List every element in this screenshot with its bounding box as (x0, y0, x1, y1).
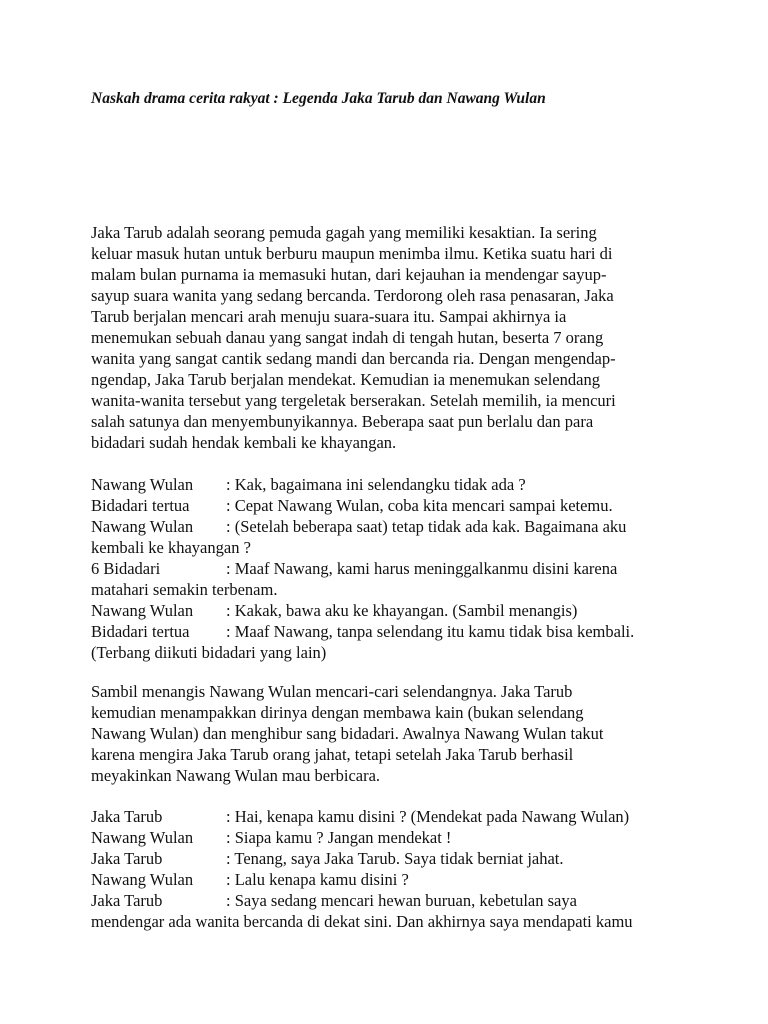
dialog-line (91, 558, 681, 579)
document-title: Naskah drama cerita rakyat : Legenda Jaka Tarub dan Nawang Wulan (91, 90, 546, 107)
paragraph-line: Nawang Wulan) dan menghibur sang bidadari. Awalnya Nawang Wulan takut (91, 724, 604, 743)
dialog-block-2 (91, 806, 681, 932)
paragraph-line: Sambil menangis Nawang Wulan mencari-cari selendangnya. Jaka Tarub (91, 682, 573, 701)
dialog-text: : Kak, bagaimana ini selendangku tidak ada ? (226, 475, 526, 494)
narrative-paragraph-1 (91, 222, 681, 453)
dialog-text: : Cepat Nawang Wulan, coba kita mencari sampai ketemu. (226, 496, 613, 515)
paragraph-line: bidadari sudah hendak kembali ke khayangan. (91, 433, 397, 452)
paragraph-line: meyakinkan Nawang Wulan mau berbicara. (91, 766, 381, 785)
dialog-text: : Siapa kamu ? Jangan mendekat ! (226, 828, 452, 847)
speaker-name: Nawang Wulan (91, 517, 194, 536)
paragraph-line: Tarub berjalan mencari arah menuju suara-suara itu. Sampai akhirnya ia (91, 307, 567, 326)
speaker-name: Jaka Tarub (91, 891, 163, 910)
dialog-line (91, 600, 681, 621)
paragraph-line: keluar masuk hutan untuk berburu maupun menimba ilmu. Ketika suatu hari di (91, 244, 613, 263)
paragraph-line: Jaka Tarub adalah seorang pemuda gagah yang memiliki kesaktian. Ia sering (91, 223, 597, 242)
speaker-name: Jaka Tarub (91, 849, 163, 868)
paragraph-line: menemukan sebuah danau yang sangat indah di tengah hutan, beserta 7 orang (91, 328, 604, 347)
dialog-line (91, 869, 681, 890)
dialog-text: : (Setelah beberapa saat) tetap tidak ada kak. Bagaimana aku (226, 517, 627, 536)
paragraph-line: sayup suara wanita yang sedang bercanda. Terdorong oleh rasa penasaran, Jaka (91, 286, 614, 305)
speaker-name: Nawang Wulan (91, 475, 194, 494)
speaker-name: Bidadari tertua (91, 496, 190, 515)
dialog-line (91, 474, 681, 495)
paragraph-line: karena mengira Jaka Tarub orang jahat, tetapi setelah Jaka Tarub berhasil (91, 745, 574, 764)
dialog-text: : Maaf Nawang, tanpa selendang itu kamu tidak bisa kembali. (226, 622, 635, 641)
dialog-line (91, 848, 681, 869)
dialog-line (91, 495, 681, 516)
dialog-continuation: (Terbang diikuti bidadari yang lain) (91, 643, 327, 662)
dialog-text: : Tenang, saya Jaka Tarub. Saya tidak berniat jahat. (226, 849, 564, 868)
dialog-text: : Hai, kenapa kamu disini ? (Mendekat pada Nawang Wulan) (226, 807, 630, 826)
dialog-line (91, 621, 681, 642)
speaker-name: Bidadari tertua (91, 622, 190, 641)
paragraph-line: salah satunya dan menyembunyikannya. Beberapa saat pun berlalu dan para (91, 412, 594, 431)
dialog-continuation: kembali ke khayangan ? (91, 538, 251, 557)
dialog-continuation: matahari semakin terbenam. (91, 580, 278, 599)
speaker-name: 6 Bidadari (91, 559, 161, 578)
paragraph-line: malam bulan purnama ia memasuki hutan, dari kejauhan ia mendengar sayup- (91, 265, 607, 284)
paragraph-line: wanita-wanita tersebut yang tergeletak berserakan. Setelah memilih, ia mencuri (91, 391, 616, 410)
paragraph-line: wanita yang sangat cantik sedang mandi dan bercanda ria. Dengan mengendap- (91, 349, 616, 368)
dialog-line (91, 806, 681, 827)
speaker-name: Nawang Wulan (91, 601, 194, 620)
dialog-block-1 (91, 474, 681, 663)
paragraph-line: ngendap, Jaka Tarub berjalan mendekat. Kemudian ia menemukan selendang (91, 370, 600, 389)
dialog-line (91, 827, 681, 848)
dialog-text: : Kakak, bawa aku ke khayangan. (Sambil menangis) (226, 601, 578, 620)
speaker-name: Jaka Tarub (91, 807, 163, 826)
narrative-paragraph-2 (91, 681, 681, 786)
dialog-text: : Saya sedang mencari hewan buruan, kebetulan saya (226, 891, 577, 910)
speaker-name: Nawang Wulan (91, 828, 194, 847)
dialog-text: : Lalu kenapa kamu disini ? (226, 870, 409, 889)
paragraph-line: kemudian menampakkan dirinya dengan membawa kain (bukan selendang (91, 703, 584, 722)
speaker-name: Nawang Wulan (91, 870, 194, 889)
dialog-continuation: mendengar ada wanita bercanda di dekat sini. Dan akhirnya saya mendapati kamu (91, 912, 633, 931)
dialog-line (91, 890, 681, 911)
dialog-line (91, 516, 681, 537)
dialog-text: : Maaf Nawang, kami harus meninggalkanmu disini karena (226, 559, 618, 578)
